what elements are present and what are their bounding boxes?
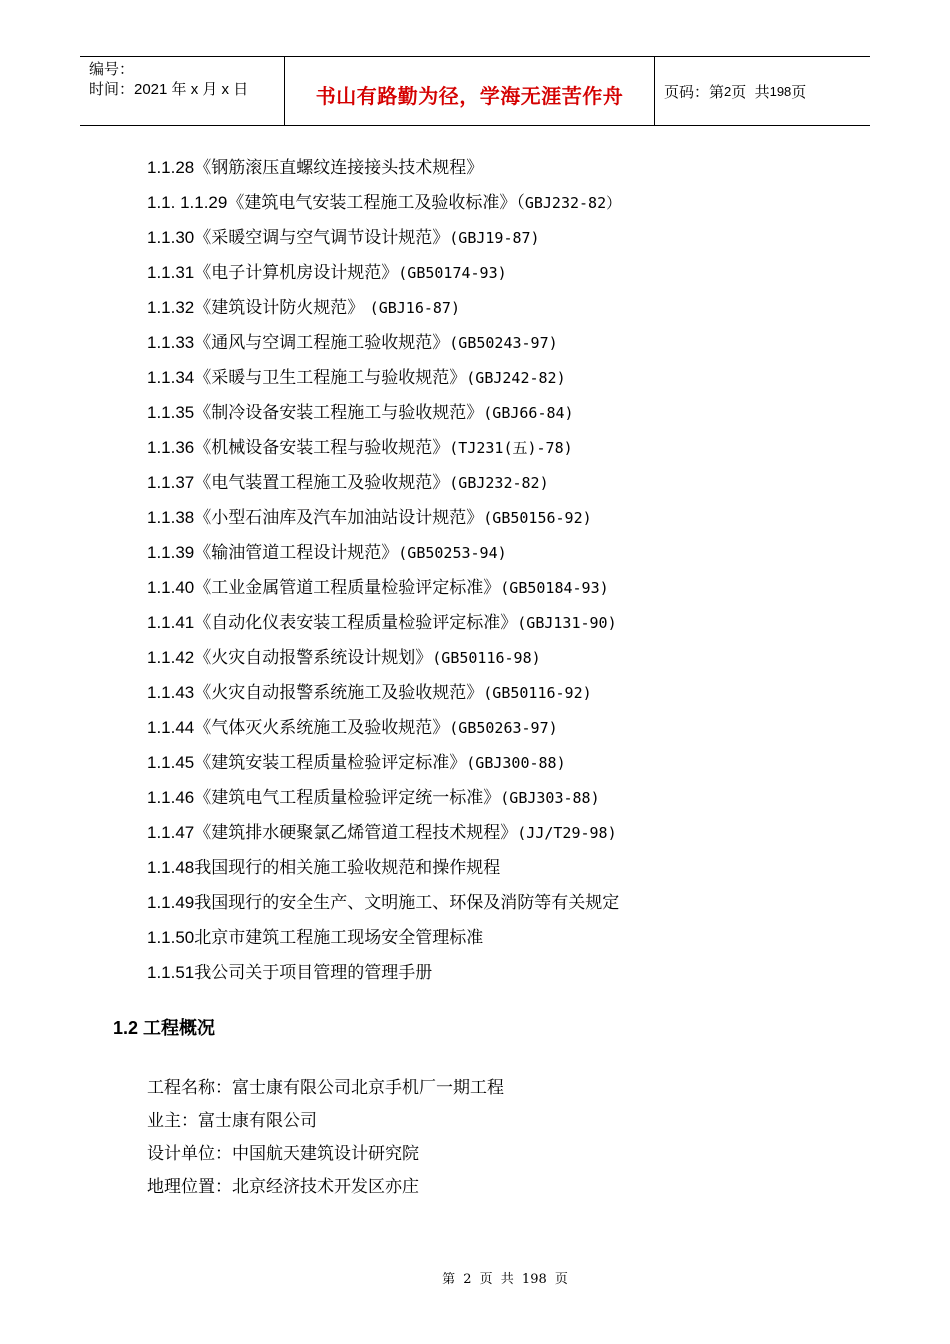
overview-item: 设计单位：中国航天建筑设计研究院 bbox=[147, 1144, 419, 1164]
overview-item: 工程名称：富士康有限公司北京手机厂一期工程 bbox=[147, 1078, 504, 1098]
reference-number: 1.1.39 bbox=[147, 543, 195, 562]
reference-item bbox=[147, 850, 621, 885]
reference-item bbox=[147, 500, 621, 535]
reference-number: 1.1.46 bbox=[147, 788, 195, 807]
reference-code: (GB50174-93) bbox=[398, 264, 507, 282]
reference-code: (GB50243-97) bbox=[449, 334, 558, 352]
reference-title: 我国现行的相关施工验收规范和操作规程 bbox=[194, 858, 501, 878]
reference-title: 《电子计算机房设计规范》 bbox=[194, 263, 399, 283]
reference-number: 1.1.35 bbox=[147, 403, 195, 422]
project-overview-list bbox=[147, 1072, 504, 1204]
reference-title: 《采暖空调与空气调节设计规范》 bbox=[194, 228, 450, 248]
page-current: 2 bbox=[724, 83, 732, 99]
reference-code: (GB50156-92) bbox=[483, 509, 592, 527]
section-heading: 1.2 工程概况 bbox=[113, 1018, 216, 1038]
reference-code: (GBJ16-87) bbox=[369, 299, 460, 317]
reference-item bbox=[147, 465, 621, 500]
reference-title: 《自动化仪表安装工程质量检验评定标准》 bbox=[194, 613, 518, 633]
page-suffix: 页 bbox=[791, 83, 807, 101]
reference-number: 1.1.31 bbox=[147, 263, 195, 282]
reference-title: 《气体灭火系统施工及验收规范》 bbox=[194, 718, 450, 738]
reference-item bbox=[147, 150, 621, 185]
reference-title: 《小型石油库及汽车加油站设计规范》 bbox=[194, 508, 484, 528]
reference-item bbox=[147, 885, 621, 920]
overview-item: 业主：富士康有限公司 bbox=[147, 1111, 317, 1131]
reference-title: 《建筑排水硬聚氯乙烯管道工程技术规程》 bbox=[194, 823, 518, 843]
reference-title: 《电气装置工程施工及验收规范》 bbox=[194, 473, 450, 493]
header-motto-cell bbox=[285, 57, 655, 125]
reference-item bbox=[147, 675, 621, 710]
reference-title: 《火灾自动报警系统施工及验收规范》 bbox=[194, 683, 484, 703]
reference-number: 1.1.49 bbox=[147, 893, 195, 912]
reference-title: 《工业金属管道工程质量检验评定标准》 bbox=[194, 578, 501, 598]
reference-number: 1.1.30 bbox=[147, 228, 195, 247]
reference-item bbox=[147, 290, 621, 325]
reference-item bbox=[147, 780, 621, 815]
reference-item bbox=[147, 955, 621, 990]
reference-item bbox=[147, 255, 621, 290]
overview-item: 地理位置：北京经济技术开发区亦庄 bbox=[147, 1177, 419, 1197]
reference-title: 《建筑安装工程质量检验评定标准》 bbox=[194, 753, 467, 773]
reference-number: 1.1.41 bbox=[147, 613, 195, 632]
reference-code: GBJ232-82） bbox=[524, 194, 622, 212]
reference-code: (GBJ66-84) bbox=[483, 404, 574, 422]
reference-title: 《输油管道工程设计规范》 bbox=[194, 543, 399, 563]
reference-number: 1.1.34 bbox=[147, 368, 195, 387]
page-prefix: 页码：第 bbox=[664, 83, 725, 101]
reference-number: 1.1.44 bbox=[147, 718, 195, 737]
reference-title: 我公司关于项目管理的管理手册 bbox=[194, 963, 433, 983]
reference-code: (JJ/T29-98) bbox=[517, 824, 617, 842]
reference-title: 北京市建筑工程施工现场安全管理标准 bbox=[194, 928, 484, 948]
reference-title: 《通风与空调工程施工验收规范》 bbox=[194, 333, 450, 353]
page-total: 198 bbox=[769, 83, 792, 99]
reference-number: 1.1.48 bbox=[147, 858, 195, 877]
reference-item bbox=[147, 920, 621, 955]
header-page-cell bbox=[655, 57, 870, 125]
reference-code: (GBJ300-88) bbox=[466, 754, 566, 772]
reference-item bbox=[147, 220, 621, 255]
reference-number: 1.1.43 bbox=[147, 683, 195, 702]
reference-title: 《钢筋滚压直螺纹连接接头技术规程》 bbox=[194, 158, 484, 178]
reference-title: 我国现行的安全生产、文明施工、环保及消防等有关规定 bbox=[194, 893, 620, 913]
reference-number: 1.1.47 bbox=[147, 823, 195, 842]
reference-title: 《机械设备安装工程与验收规范》 bbox=[194, 438, 450, 458]
reference-number: 1.1.28 bbox=[147, 158, 195, 177]
page-mid: 页 共 bbox=[731, 83, 770, 101]
reference-number: 1.1.40 bbox=[147, 578, 195, 597]
reference-list bbox=[147, 150, 621, 990]
document-date: 时间：2021 年 x 月 x 日 bbox=[89, 81, 249, 98]
reference-code: (GBJ303-88) bbox=[500, 789, 600, 807]
reference-code: (GB50253-94) bbox=[398, 544, 507, 562]
reference-code: (GBJ19-87) bbox=[449, 229, 540, 247]
reference-code: (GB50184-93) bbox=[500, 579, 609, 597]
document-header bbox=[80, 56, 870, 126]
reference-code: (GBJ242-82) bbox=[466, 369, 566, 387]
reference-number: 1.1.38 bbox=[147, 508, 195, 527]
header-motto: 书山有路勤为径，学海无涯苦作舟 bbox=[315, 83, 624, 108]
reference-item bbox=[147, 710, 621, 745]
reference-number: 1.1.37 bbox=[147, 473, 195, 492]
reference-item bbox=[147, 360, 621, 395]
reference-code: (GBJ232-82) bbox=[449, 474, 549, 492]
reference-item bbox=[147, 605, 621, 640]
reference-item bbox=[147, 570, 621, 605]
reference-number: 1.1.33 bbox=[147, 333, 195, 352]
reference-title: 《采暖与卫生工程施工与验收规范》 bbox=[194, 368, 467, 388]
reference-number: 1.1.50 bbox=[147, 928, 195, 947]
reference-item bbox=[147, 535, 621, 570]
reference-item bbox=[147, 185, 621, 220]
reference-item bbox=[147, 745, 621, 780]
reference-item bbox=[147, 395, 621, 430]
reference-item bbox=[147, 640, 621, 675]
document-number-label: 编号： bbox=[89, 61, 135, 78]
reference-number: 1.1.32 bbox=[147, 298, 195, 317]
header-meta-cell bbox=[80, 57, 285, 125]
reference-item bbox=[147, 430, 621, 465]
reference-number: 1.1.42 bbox=[147, 648, 195, 667]
reference-title: 《制冷设备安装工程施工与验收规范》 bbox=[194, 403, 484, 423]
reference-number: 1.1.36 bbox=[147, 438, 195, 457]
reference-item bbox=[147, 325, 621, 360]
reference-code: (TJ231(五)-78) bbox=[449, 439, 573, 457]
reference-code: (GBJ131-90) bbox=[517, 614, 617, 632]
page-footer: 第 2 页 共 198 页 bbox=[442, 1272, 568, 1287]
reference-title: 《建筑设计防火规范》 bbox=[194, 298, 370, 318]
reference-item bbox=[147, 815, 621, 850]
reference-title: 《火灾自动报警系统设计规划》 bbox=[194, 648, 433, 668]
reference-title: 《建筑电气工程质量检验评定统一标准》 bbox=[194, 788, 501, 808]
reference-title: 《建筑电气安装工程施工及验收标准》（ bbox=[227, 193, 525, 213]
reference-number: 1.1.51 bbox=[147, 963, 195, 982]
reference-code: (GB50263-97) bbox=[449, 719, 558, 737]
reference-number: 1.1.45 bbox=[147, 753, 195, 772]
reference-code: (GB50116-98) bbox=[432, 649, 541, 667]
reference-number: 1.1. 1.1.29 bbox=[147, 193, 228, 212]
reference-code: (GB50116-92) bbox=[483, 684, 592, 702]
